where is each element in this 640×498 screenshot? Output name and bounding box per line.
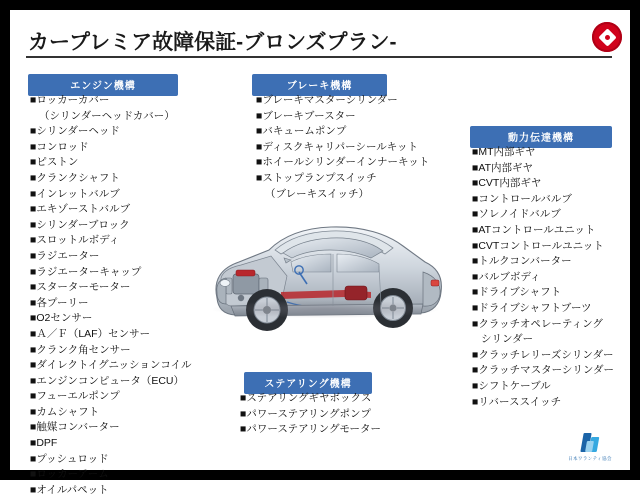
- red-circle-logo-icon: [592, 22, 622, 52]
- list-item: ■スターターモーター: [30, 281, 131, 294]
- list-item: ■ラジエーターキャップ: [30, 265, 142, 278]
- frame-border-top: [0, 0, 640, 10]
- list-item: ■ソレノイドバルブ: [472, 208, 561, 221]
- list-item: ■コントロールバルブ: [472, 192, 572, 205]
- section-heading-brake: ブレーキ機構: [252, 74, 387, 96]
- list-item: ■バルブボディ: [472, 270, 541, 283]
- rocker-cover: [236, 270, 255, 276]
- list-item: ■ストップランプスイッチ: [256, 171, 377, 184]
- list-item: ■ブレーキマスターシリンダー: [256, 94, 398, 106]
- list-item: ■MT内部ギヤ: [472, 146, 536, 158]
- list-item: ■シリンダーヘッド: [30, 125, 120, 138]
- frame-border-right: [630, 0, 640, 480]
- list-item: ■エキゾーストバルブ: [30, 203, 131, 216]
- list-item: ■パワーステアリングポンプ: [240, 407, 371, 420]
- list-item: ■クラッチマスターシリンダー: [472, 364, 615, 377]
- list-item: ■インレットバルブ: [30, 187, 120, 200]
- title-divider: [26, 56, 612, 58]
- list-item: （シリンダーヘッドカバー）: [39, 109, 175, 122]
- list-item: ■ロッカーアーム: [30, 468, 109, 481]
- list-item: ■プッシュロッド: [30, 452, 109, 465]
- list-item: ■クラッチレリーズシリンダー: [472, 348, 614, 361]
- list-item: ■クラッチオペレーティング: [472, 317, 603, 330]
- differential-unit: [345, 286, 367, 300]
- list-item: ■各プーリー: [30, 296, 89, 309]
- list-item: ■スロットルボディ: [30, 234, 120, 247]
- car-shadow: [213, 300, 439, 318]
- list-item: ■ラジエーター: [30, 249, 100, 262]
- list-item: ■触媒コンバーター: [30, 421, 120, 434]
- list-item: ■CVT内部ギヤ: [472, 177, 542, 190]
- list-item: ■オイルパペット: [30, 483, 109, 496]
- list-item: ■ドライブシャフトブーツ: [472, 301, 592, 314]
- list-item: ■ATコントロールユニット: [472, 223, 596, 236]
- list-item: ■ピストン: [30, 156, 79, 169]
- list-item: ■パワーステアリングモーター: [240, 423, 382, 436]
- list-item: ■ディスクキャリパーシールキット: [256, 140, 419, 153]
- list-item: シリンダー: [481, 333, 534, 346]
- section-list-steering: [240, 391, 381, 438]
- list-item: ■バキュームポンプ: [256, 125, 347, 138]
- association-mark: [579, 432, 601, 454]
- list-item: ■フューエルポンプ: [30, 390, 120, 403]
- list-item: ■クランク角センサー: [30, 343, 131, 356]
- section-list-engine: [30, 93, 192, 498]
- list-item: ■シリンダーブロック: [30, 218, 130, 231]
- list-item: （ブレーキスイッチ）: [265, 187, 369, 200]
- list-item: ■ステアリングギヤボックス: [240, 392, 372, 404]
- list-item: ■シフトケーブル: [472, 379, 551, 392]
- section-heading-steering: ステアリング機構: [244, 372, 372, 394]
- association-caption: 日本ワランティ協会: [568, 456, 612, 461]
- list-item: ■ダイレクトイグニッションコイル: [30, 359, 192, 372]
- japan-warranty-association-logo-icon: [560, 432, 620, 462]
- list-item: ■CVTコントロールユニット: [472, 239, 604, 252]
- list-item: ■エンジンコンピュータ（ECU）: [30, 374, 184, 387]
- list-item: ■O2センサー: [30, 312, 93, 325]
- page-title: カープレミア故障保証-ブロンズプラン-: [28, 31, 397, 54]
- headlight: [220, 280, 230, 287]
- section-heading-drivetrain: 動力伝達機構: [470, 126, 612, 148]
- list-item: ■カムシャフト: [30, 405, 100, 418]
- frame-border-left: [0, 0, 10, 480]
- list-item: ■DPF: [30, 437, 58, 450]
- list-item: ■ブレーキブースター: [256, 109, 356, 122]
- section-heading-engine: エンジン機構: [28, 74, 178, 96]
- list-item: ■コンロッド: [30, 140, 89, 153]
- car-svg: [195, 180, 455, 365]
- cutaway-sedan-illustration: [195, 180, 455, 365]
- list-item: ■ロッカーカバー: [30, 94, 110, 106]
- list-item: ■ホイールシリンダーインナーキット: [256, 156, 430, 169]
- engine-block: [233, 274, 259, 294]
- list-item: ■クランクシャフト: [30, 171, 120, 184]
- list-item: ■AT内部ギヤ: [472, 161, 533, 174]
- list-item: ■トルクコンバーター: [472, 255, 572, 268]
- list-item: ■リバーススイッチ: [472, 395, 562, 408]
- list-item: ■Ａ／Ｆ（LAF）センサー: [30, 327, 151, 340]
- tail-light: [431, 280, 439, 286]
- section-list-drivetrain: [472, 145, 614, 410]
- list-item: ■ドライブシャフト: [472, 286, 562, 299]
